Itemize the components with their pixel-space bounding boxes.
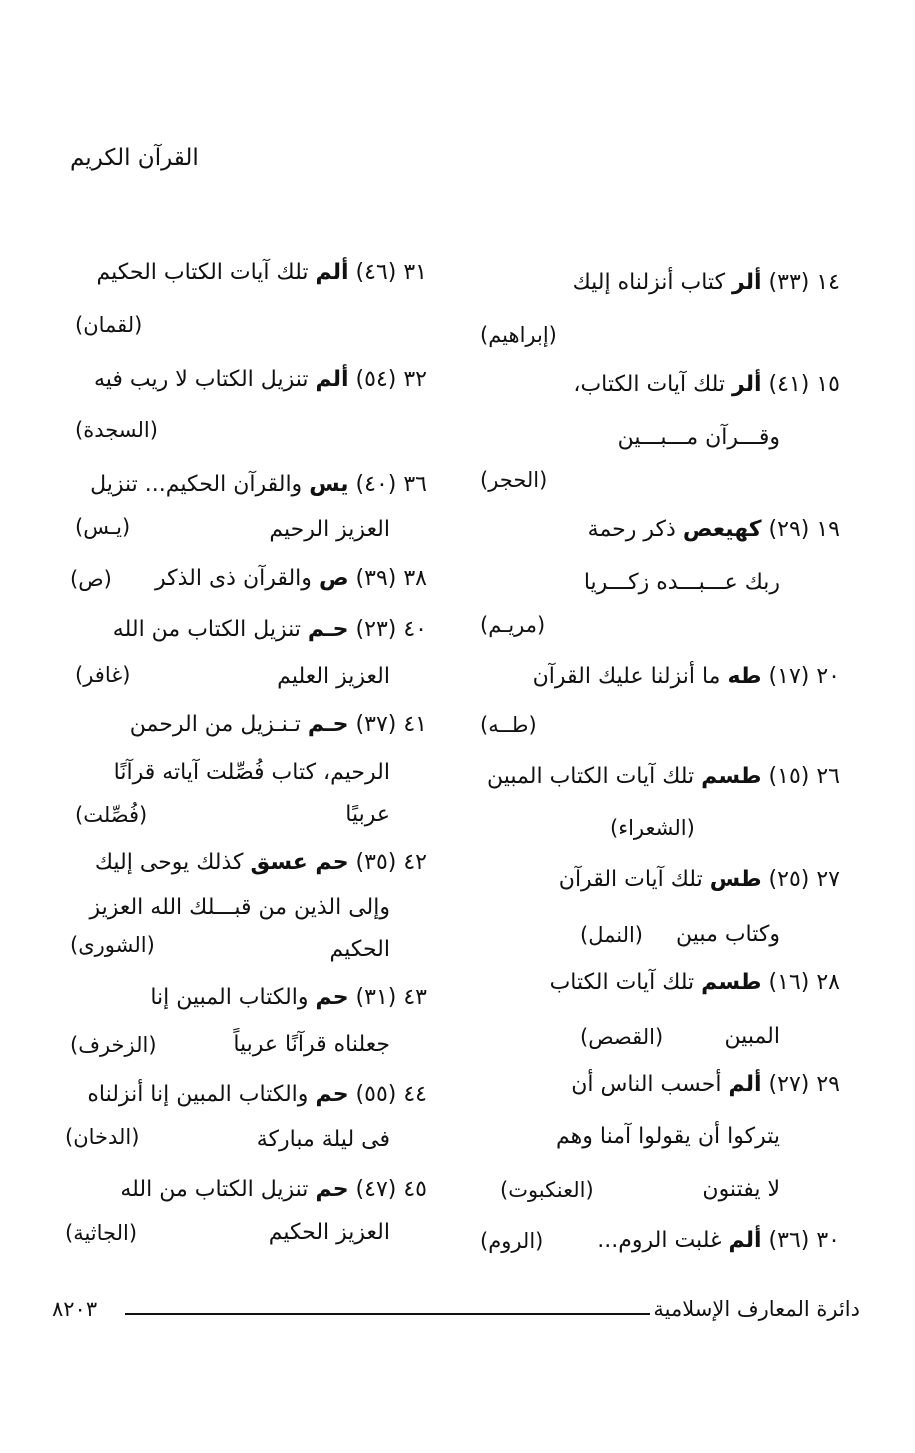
verse-continuation: وإلى الذين من قبـــلك الله العزيز — [89, 895, 390, 920]
surah-name: (النمل) — [580, 923, 643, 947]
verse-entry-r19 — [588, 515, 840, 545]
verse-text: والقرآن الحكيم... تنزيل — [90, 472, 303, 497]
verse-continuation: جعلناه قرآنًا عربياً — [233, 1032, 390, 1057]
verse-text: والقرآن ذى الذكر — [154, 566, 312, 591]
verse-number: ٤٠ (٢٣) — [355, 617, 427, 642]
verse-text: تلك آيات الكتاب، — [573, 372, 726, 397]
verse-continuation: العزيز العليم — [277, 664, 390, 689]
verse-entry-r15 — [573, 370, 840, 400]
surah-name: (طــه) — [480, 713, 537, 737]
verse-entry-r20 — [533, 662, 840, 692]
verse-number: ٢٧ (٢٥) — [768, 867, 840, 892]
verse-number: ٣١ (٤٦) — [355, 260, 427, 285]
page-number: ٨٢٠٣ — [52, 1297, 98, 1321]
verse-text: تنزيل الكتاب من الله — [112, 617, 301, 642]
verse-entry-l42 — [95, 848, 427, 878]
verse-text: تنزيل الكتاب لا ريب فيه — [93, 367, 309, 392]
muqattaat-letters: ألم — [315, 260, 349, 285]
muqattaat-letters: حم — [315, 985, 349, 1010]
verse-continuation: الحكيم — [329, 937, 390, 962]
verse-number: ٤٣ (٣١) — [355, 985, 427, 1010]
verse-text: تنزيل الكتاب من الله — [120, 1177, 309, 1202]
verse-text: والكتاب المبين إنا — [150, 985, 309, 1010]
verse-entry-r30 — [597, 1226, 840, 1256]
muqattaat-letters: طس — [709, 867, 762, 892]
verse-number: ٣٨ (٣٩) — [355, 566, 427, 591]
verse-continuation: العزيز الرحيم — [269, 517, 390, 542]
verse-number: ٣٠ (٣٦) — [768, 1228, 840, 1253]
surah-name: (الشعراء) — [610, 816, 695, 840]
verse-number: ٢٨ (١٦) — [768, 970, 840, 995]
verse-number: ٤١ (٣٧) — [355, 712, 427, 737]
verse-continuation: لا يفتنون — [702, 1177, 780, 1202]
verse-text: ذكر رحمة — [587, 517, 676, 542]
footer-title: دائرة المعارف الإسلامية — [653, 1297, 860, 1321]
verse-continuation: عربيًا — [345, 802, 390, 827]
surah-name: (الزخرف) — [70, 1033, 157, 1057]
verse-text: ما أنزلنا عليك القرآن — [532, 664, 721, 689]
verse-continuation: فى ليلة مباركة — [256, 1127, 390, 1152]
verse-entry-l32 — [94, 365, 427, 395]
surah-name: (القصص) — [580, 1025, 664, 1049]
verse-continuation: الرحيم، كتاب فُصِّلت آياته قرآنًا — [113, 760, 390, 785]
surah-name: (مريـم) — [480, 613, 546, 637]
muqattaat-letters: ص — [318, 566, 349, 591]
verse-entry-l40 — [113, 615, 427, 645]
verse-text: تلك آيات الكتاب المبين — [487, 764, 695, 789]
muqattaat-letters: ألم — [728, 1072, 762, 1097]
verse-entry-l44 — [87, 1080, 427, 1110]
surah-name: (السجدة) — [75, 418, 158, 442]
muqattaat-letters: حم عسق — [250, 850, 349, 875]
verse-entry-r14 — [573, 268, 840, 298]
surah-name: (الروم) — [480, 1229, 544, 1253]
verse-entry-l36 — [90, 470, 427, 500]
verse-text: تلك آيات الكتاب الحكيم — [96, 260, 309, 285]
verse-entry-r28 — [550, 968, 840, 998]
surah-name: (الدخان) — [65, 1125, 140, 1149]
muqattaat-letters: ألم — [728, 1228, 762, 1253]
muqattaat-letters: ألر — [732, 372, 762, 397]
verse-entry-l41 — [130, 710, 427, 740]
verse-entry-l43 — [150, 983, 427, 1013]
surah-name: (العنكبوت) — [500, 1178, 594, 1202]
verse-number: ٢٠ (١٧) — [768, 664, 840, 689]
verse-number: ٣٢ (٥٤) — [355, 367, 427, 392]
verse-continuation: ربك عـــبـــده زكـــريا — [583, 570, 780, 595]
verse-entry-l45 — [120, 1175, 427, 1205]
verse-text: أحسب الناس أن — [571, 1072, 722, 1097]
verse-text: تـنـزيل من الرحمن — [129, 712, 301, 737]
footer-rule — [125, 1313, 650, 1315]
verse-number: ١٥ (٤١) — [768, 372, 840, 397]
verse-continuation: المبين — [724, 1024, 780, 1049]
verse-number: ٤٤ (٥٥) — [355, 1082, 427, 1107]
verse-number: ١٩ (٢٩) — [768, 517, 840, 542]
surah-name: (لقمان) — [75, 313, 143, 337]
surah-name: (يـس) — [75, 515, 131, 539]
page-header-title: القرآن الكريم — [70, 145, 199, 171]
verse-entry-r26 — [487, 762, 840, 792]
surah-name: (إبراهيم) — [480, 323, 557, 347]
verse-text: تلك آيات الكتاب — [549, 970, 695, 995]
verse-entry-l38 — [155, 564, 427, 594]
muqattaat-letters: حـم — [307, 617, 349, 642]
muqattaat-letters: طسم — [701, 970, 762, 995]
muqattaat-letters: حم — [315, 1082, 349, 1107]
verse-entry-l31 — [96, 258, 427, 288]
verse-text: كذلك يوحى إليك — [94, 850, 244, 875]
verse-number: ٤٢ (٣٥) — [355, 850, 427, 875]
verse-continuation: وقـــرآن مـــبـــين — [617, 425, 780, 450]
verse-text: كتاب أنزلناه إليك — [572, 270, 726, 295]
surah-name: (الجاثية) — [65, 1221, 138, 1245]
muqattaat-letters: ألر — [732, 270, 762, 295]
muqattaat-letters: طه — [727, 664, 762, 689]
verse-entry-r27 — [559, 865, 840, 895]
surah-name: (فُصِّلت) — [75, 803, 148, 827]
surah-name: (الشورى) — [70, 933, 155, 957]
muqattaat-letters: ألم — [315, 367, 349, 392]
verse-number: ١٤ (٣٣) — [768, 270, 840, 295]
verse-number: ٤٥ (٤٧) — [355, 1177, 427, 1202]
surah-name: (ص) — [70, 567, 112, 591]
muqattaat-letters: طسم — [701, 764, 762, 789]
verse-text: والكتاب المبين إنا أنزلناه — [87, 1082, 309, 1107]
verse-entry-r29 — [571, 1070, 840, 1100]
verse-number: ٣٦ (٤٠) — [355, 472, 427, 497]
muqattaat-letters: كهيعص — [682, 517, 762, 542]
verse-continuation: يتركوا أن يقولوا آمنا وهم — [556, 1124, 780, 1149]
muqattaat-letters: حم — [315, 1177, 349, 1202]
verse-number: ٢٦ (١٥) — [768, 764, 840, 789]
muqattaat-letters: حـم — [307, 712, 349, 737]
surah-name: (الحجر) — [480, 468, 548, 492]
surah-name: (غافر) — [75, 663, 131, 687]
verse-number: ٢٩ (٢٧) — [768, 1072, 840, 1097]
muqattaat-letters: يس — [309, 472, 349, 497]
verse-text: تلك آيات القرآن — [558, 867, 703, 892]
verse-continuation: وكتاب مبين — [676, 922, 780, 947]
verse-continuation: العزيز الحكيم — [268, 1220, 390, 1245]
verse-text: غلبت الروم... — [597, 1228, 722, 1253]
